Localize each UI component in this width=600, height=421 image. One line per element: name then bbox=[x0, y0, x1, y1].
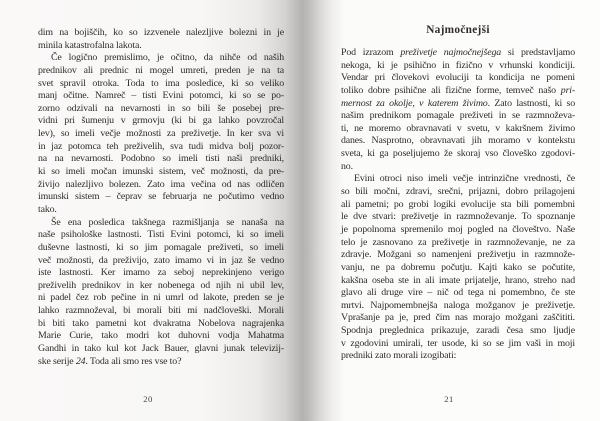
text-line: živijo nalezljivo bolezen. Zato ima večina od nas odličen bbox=[38, 178, 284, 190]
text-line: dim na bojiščih, ko so izzvenele nalezljive bolezni in je bbox=[38, 27, 284, 38]
text-line: minila katastrofalna lakota. bbox=[38, 39, 142, 51]
text-line: telo je zasnovano za preživetje in razmnoževanje, ne za bbox=[341, 236, 575, 248]
text-line: lev), so imeli večje možnosti za preživetje. In ker sva vi bbox=[38, 128, 284, 140]
text-line: duševne lastnosti, ki so jim pomagale preživeti, so imeli bbox=[38, 241, 284, 253]
text-line: zdravje. Možgani so namenjeni preživetju in razmnože- bbox=[341, 249, 575, 261]
text-line: v zgodovini umirali, ter usode, ki so se jim vaši in moji bbox=[341, 337, 575, 349]
text-line: je popolnoma spremenilo moj pogled na človeštvo. Naše bbox=[341, 223, 575, 235]
chapter-heading: Najmočnejši bbox=[426, 24, 490, 36]
text-line: nekoga, ki je psihično in fizično v vrhunski kondiciji. bbox=[341, 59, 575, 71]
text-line: ni padel čez rob pečine in ni umrl od lakote, preden se je bbox=[38, 292, 284, 304]
text-line: mrtvi. Najpomembnejša naloga možganov je preživetje. bbox=[341, 299, 575, 311]
text-line: mernost za okolje, v katerem živimo. Zato lastnosti, ki so bbox=[341, 97, 575, 109]
text-line: Marie Curie, tako modri kot duhovni vodja Mahatma bbox=[38, 330, 284, 342]
text-line: našim prednikom pomagale preživeti in se razmnoževa- bbox=[341, 110, 575, 122]
text-line: ti, ne moremo obravnavati v svetu, v kakršnem živimo bbox=[341, 122, 575, 134]
text-line: več možnosti, da preživijo, zato imamo vi in jaz še vedno bbox=[38, 254, 284, 266]
text-line: sveta, ki ga poseljujemo že skoraj vso človeško zgodovi- bbox=[341, 148, 575, 160]
text-line: lahko razmnoževal, bi morali biti mi nadčloveški. Morali bbox=[38, 305, 284, 317]
right-page-text bbox=[341, 47, 575, 363]
page-number-right: 21 bbox=[444, 394, 454, 404]
text-line: zorno odzivali na nevarnosti in so bili še posebej pre- bbox=[38, 102, 284, 114]
text-line: le dve stvari: preživetje in razmnoževanje. To spoznanje bbox=[341, 211, 575, 223]
text-line: Vendar pri človekovi evoluciji ta kondicija ne pomeni bbox=[341, 72, 575, 84]
text-line: Evini otroci niso imeli večje intrinzične vrednosti, če bbox=[354, 173, 575, 185]
text-line: bi biti tako pametni kot dvakratna Nobelova nagrajenka bbox=[38, 317, 284, 329]
text-line: ali pametni; po grobi logiki evolucije sta bili pomembni bbox=[341, 198, 575, 210]
text-line: Gandhi in tako kul kot Jack Bauer, glavni junak televizij- bbox=[38, 343, 284, 355]
text-line: ske serije 24. Toda ali smo res vse to? bbox=[38, 355, 182, 367]
text-line: tako. bbox=[38, 203, 57, 215]
text-line: preživelih prednikov in ker nobenega od njih ni ubil lev, bbox=[38, 279, 284, 291]
text-line: iste lastnosti. Ker imamo za seboj neprekinjeno verigo bbox=[38, 267, 284, 279]
text-line: Spodnja preglednica prikazuje, zaradi česa smo ljudje bbox=[341, 325, 575, 337]
text-line: so bili močni, zdravi, srečni, prijazni, dobro prilagojeni bbox=[341, 186, 575, 198]
text-line: Če logično premislimo, je očitno, da nihče od naših bbox=[51, 52, 284, 64]
text-line: danes. Nasprotno, obravnavati jih moramo v kontekstu bbox=[341, 135, 575, 147]
page-number-left: 20 bbox=[143, 394, 153, 404]
text-line: kakšna oseba ste in ali imate prijatelje, hrano, streho nad bbox=[341, 274, 575, 286]
text-line: Vprašanje pa je, pred čim nas morajo možgani zaščititi. bbox=[341, 312, 575, 324]
text-line: na na nevarnosti. Podobno so imeli tisti naši predniki, bbox=[38, 153, 284, 165]
text-line: no. bbox=[341, 160, 353, 172]
left-page-text bbox=[38, 27, 284, 368]
text-line: imunski sistem – čeprav se februarja ne počutimo vedno bbox=[38, 191, 284, 203]
text-line: ki so imeli močan imunski sistem, več možnosti, da pre- bbox=[38, 166, 284, 178]
text-line: vidni pri šumenju v grmovju (ki bi ga lahko povzročal bbox=[38, 115, 284, 127]
text-line: in jaz potomca teh preživelih, sva tudi midva bolj pozor- bbox=[38, 140, 284, 152]
text-line: predniki zato morali izogibati: bbox=[341, 350, 457, 362]
text-line: manj očitne. Namreč – tisti Evini potomci, ki so se po- bbox=[38, 90, 284, 102]
text-line: toliko dobre psihične ali fizične forme, temveč našo pri- bbox=[341, 84, 575, 96]
text-line: prednikov ali prednic ni mogel umreti, preden je na ta bbox=[38, 64, 284, 76]
text-line: svet spravil otroka. Toda to ima posledice, ki so veliko bbox=[38, 77, 284, 89]
text-line: vanju, ne pa dobremu počutju. Kajti kako se počutite, bbox=[341, 261, 575, 273]
text-line: naše psihološke lastnosti. Tisti Evini potomci, ki so imeli bbox=[38, 229, 284, 241]
text-line: Še ena posledica takšnega razmišljanja se nanaša na bbox=[51, 216, 284, 228]
text-line: glavo ali druge vire – nič od tega ni pomembno, če ste bbox=[341, 287, 575, 299]
text-line: Pod izrazom preživetje najmočnejšega si predstavljamo bbox=[341, 47, 576, 58]
